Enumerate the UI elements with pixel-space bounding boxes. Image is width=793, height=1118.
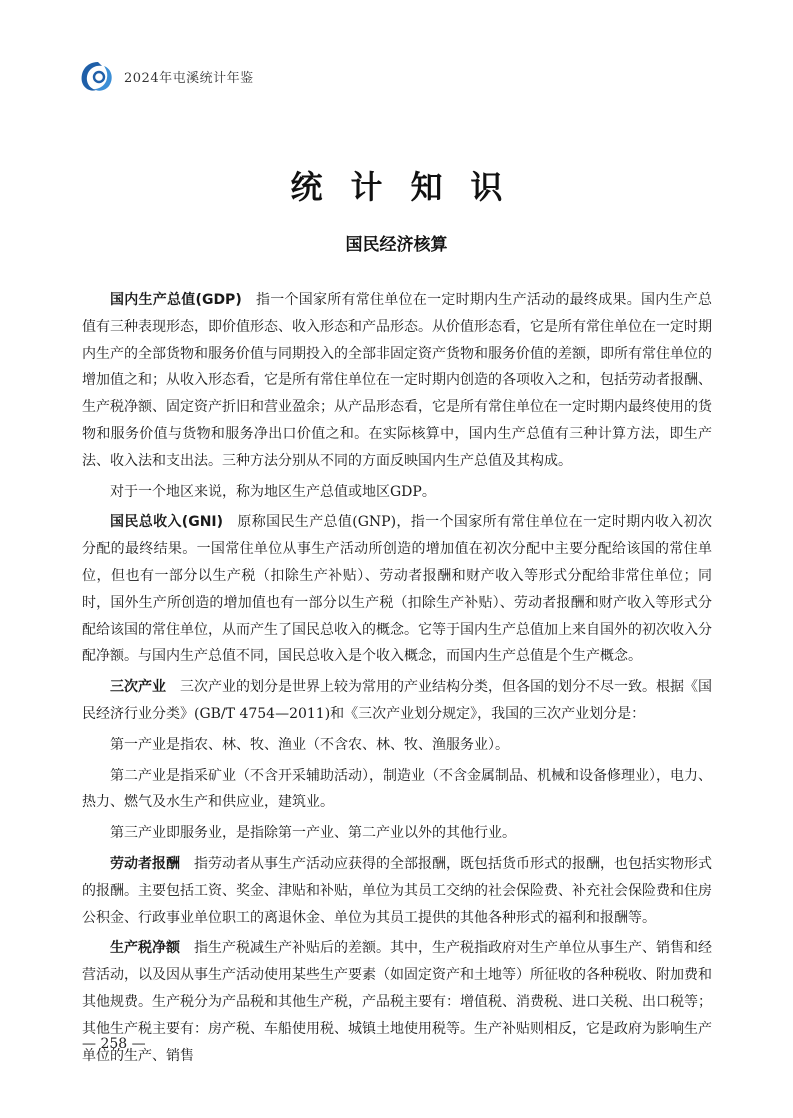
paragraph xyxy=(82,509,712,670)
paragraph xyxy=(82,479,712,506)
page-header xyxy=(78,58,254,94)
paragraph xyxy=(82,732,712,759)
paragraph xyxy=(82,287,712,475)
paragraph-text: 第二产业是指采矿业（不含开采辅助活动），制造业（不含金属制品、机械和设备修理业），电力、热力、燃气及水生产和供应业，建筑业。 xyxy=(82,767,712,811)
paragraph-text: 指一个国家所有常住单位在一定时期内生产活动的最终成果。国内生产总值有三种表现形态，即价值形态、收入形态和产品形态。从价值形态看，它是所有常住单位在一定时期内生产的全部货物和服务价值与同期投入的全部非固定资产货物和服务价值的差额，即所有常住单位的增加值之和；从收入形态看，它是所有常住单位在一定时期内创造的各项收入之和，包括劳动者报酬、生产税净额、固定资产折旧和营业盈余；从产品形态看，它是所有常住单位在一定时期内最终使用的货物和服务价值与货物和服务净出口价值之和。在实际核算中，国内生产总值有三种计算方法，即生产法、收入法和支出法。三种方法分别从不同的方面反映国内生产总值及其构成。 xyxy=(82,292,713,469)
paragraph-text: 三次产业的划分是世界上较为常用的产业结构分类，但各国的划分不尽一致。根据《国民经济行业分类》(GB/T 4754—2011)和《三次产业划分规定》，我国的三次产业划分是： xyxy=(82,679,712,722)
paragraph-text: 指劳动者从事生产活动应获得的全部报酬，既包括货币形式的报酬，也包括实物形式的报酬。主要包括工资、奖金、津贴和补贴，单位为其员工交纳的社会保险费、补充社会保险费和住房公积金、行政事业单位职工的离退休金、单位为其员工提供的其他各种形式的福利和报酬等。 xyxy=(82,855,712,926)
term-label: 劳动者报酬 xyxy=(110,855,180,872)
term-label: 国民总收入(GNI) xyxy=(110,514,224,531)
paragraph xyxy=(82,851,712,931)
paragraph xyxy=(82,935,712,1069)
page-number: — 258 — xyxy=(82,1036,146,1052)
paragraph-text: 原称国民生产总值(GNP)，指一个国家所有常住单位在一定时期内收入初次分配的最终结果。一国常住单位从事生产活动所创造的增加值在初次分配中主要分配给该国的常住单位，但也有一部分以生产税（扣除生产补贴）、劳动者报酬和财产收入等形式分配给非常住单位；同时，国外生产所创造的增加值也有一部分以生产税（扣除生产补贴）、劳动者报酬和财产收入等形式分配给该国的常住单位，从而产生了国民总收入的概念。它等于国内生产总值加上来自国外的初次收入分配净额。与国内生产总值不同，国民总收入是个收入概念，而国内生产总值是个生产概念。 xyxy=(82,514,713,665)
paragraph-text: 指生产税减生产补贴后的差额。其中，生产税指政府对生产单位从事生产、销售和经营活动，以及因从事生产活动使用某些生产要素（如固定资产和土地等）所征收的各种税收、附加费和其他规费。生产税分为产品税和其他生产税，产品税主要有：增值税、消费税、进口关税、出口税等；其他生产税主要有：房产税、车船使用税、城镇土地使用税等。生产补贴则相反，它是政府为影响生产单位的生产、销售 xyxy=(82,940,712,1064)
term-label: 生产税净额 xyxy=(110,940,180,957)
paragraph xyxy=(82,674,712,728)
term-label: 国内生产总值(GDP) xyxy=(110,292,242,308)
article-body xyxy=(82,287,712,1073)
term-label: 三次产业 xyxy=(110,679,166,696)
yearbook-title: 2024年屯溪统计年鉴 xyxy=(124,70,254,86)
page-title: 统计知识 xyxy=(290,168,531,206)
paragraph-text: 对于一个地区来说，称为地区生产总值或地区GDP。 xyxy=(110,483,436,500)
paragraph xyxy=(82,820,712,847)
yearbook-logo-icon xyxy=(78,58,118,94)
paragraph-text: 第一产业是指农、林、牧、渔业（不含农、林、牧、渔服务业）。 xyxy=(110,736,509,753)
section-heading: 国民经济核算 xyxy=(345,235,448,255)
paragraph-text: 第三产业即服务业，是指除第一产业、第二产业以外的其他行业。 xyxy=(110,825,516,842)
paragraph xyxy=(82,763,712,817)
